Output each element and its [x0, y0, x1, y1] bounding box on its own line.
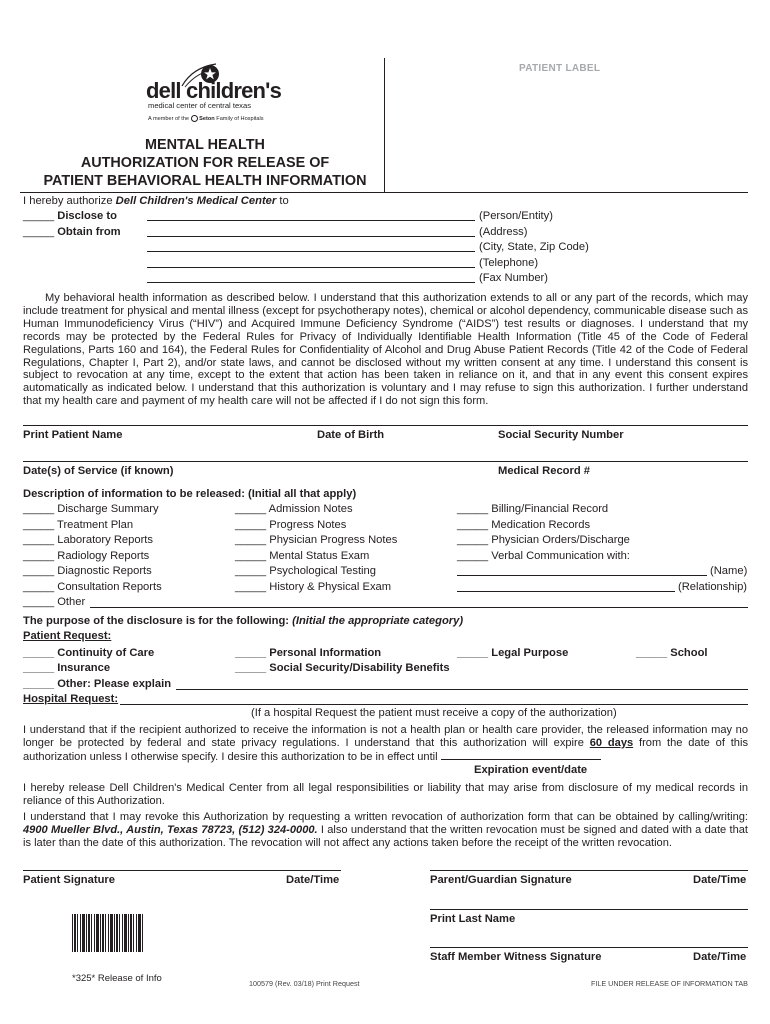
verbal-relationship-field[interactable] [457, 591, 675, 592]
obtain-initial-blank[interactable]: _____ [23, 226, 55, 238]
address-field[interactable] [147, 236, 475, 237]
purpose-label: Personal Information [269, 647, 382, 659]
logo-member-text: A member of the [148, 115, 190, 122]
guardian-signature-label: Parent/Guardian Signature [430, 874, 572, 886]
purpose-heading [23, 615, 463, 628]
initial-blank[interactable]: _____ [235, 503, 267, 515]
city-state-zip-field[interactable] [147, 251, 475, 252]
expiration-text-before: I understand that if the recipient authorized to receive the information is not a health plan or health care provider, the released information may no longer be protected by federal and state privacy regulations. I understand that this authorization will expire [23, 724, 748, 749]
initial-blank[interactable]: _____ [23, 596, 55, 608]
barcode-caption: *325* Release of Info [72, 973, 162, 984]
info-item-billing[interactable] [457, 503, 608, 516]
purpose-heading-italic: (Initial the appropriate category) [292, 615, 464, 627]
initial-blank[interactable]: _____ [23, 662, 55, 674]
print-last-name-line[interactable] [430, 909, 748, 910]
dates-of-service-label: Date(s) of Service (if known) [23, 465, 174, 477]
initial-blank[interactable]: _____ [235, 565, 267, 577]
authorize-intro: I hereby authorize [23, 195, 113, 207]
ssn-label: Social Security Number [498, 429, 624, 441]
purpose-label: Legal Purpose [491, 647, 569, 659]
obtain-from-row [23, 226, 121, 239]
purpose-other-explain-field[interactable] [176, 689, 748, 690]
info-item-label: Verbal Communication with: [491, 550, 630, 562]
expiration-text-after: from the date of this authorization unless I otherwise specify. I desire this authorization to be in effect until [23, 736, 748, 763]
info-item-discharge-summary[interactable] [23, 503, 159, 516]
initial-blank[interactable]: _____ [235, 662, 267, 674]
date-of-birth-label: Date of Birth [317, 429, 385, 441]
info-item-label: Physician Progress Notes [269, 534, 398, 546]
purpose-label: Other: Please explain [57, 678, 172, 690]
info-item-label: Treatment Plan [57, 519, 134, 531]
barcode [72, 914, 144, 952]
logo-member-brand: Seton [199, 115, 215, 122]
initial-blank[interactable]: _____ [23, 534, 55, 546]
telephone-label: (Telephone) [479, 257, 539, 269]
verbal-name-field[interactable] [457, 575, 707, 576]
initial-blank[interactable]: _____ [23, 550, 55, 562]
patient-signature-line[interactable] [23, 870, 341, 871]
info-item-mental-status-exam[interactable] [235, 550, 369, 563]
hospital-request-label: Hospital Request: [23, 693, 119, 705]
info-item-label: History & Physical Exam [269, 581, 392, 593]
purpose-label: Insurance [57, 662, 111, 674]
patient-info-rule-2 [23, 461, 748, 462]
initial-blank[interactable]: _____ [457, 647, 489, 659]
initial-blank[interactable]: _____ [457, 534, 489, 546]
patient-info-rule-1 [23, 425, 748, 426]
info-item-label: Medication Records [491, 519, 591, 531]
initial-blank[interactable]: _____ [235, 534, 267, 546]
guardian-date-time-label: Date/Time [693, 874, 747, 886]
print-last-name-label: Print Last Name [430, 913, 516, 925]
form-number: 100579 (Rev. 03/18) Print Request [249, 979, 360, 988]
verbal-name-label: (Name) [710, 565, 748, 577]
initial-blank[interactable]: _____ [235, 550, 267, 562]
verbal-relationship-label: (Relationship) [678, 581, 748, 593]
hospital-request-note: (If a hospital Request the patient must receive a copy of the authorization) [251, 707, 617, 719]
info-item-label: Physician Orders/Discharge [491, 534, 630, 546]
logo-subtitle: medical center of central texas [148, 101, 251, 110]
header-rule [20, 192, 748, 193]
seton-icon [191, 115, 198, 122]
info-item-history-physical[interactable] [235, 581, 391, 594]
initial-blank[interactable]: _____ [23, 503, 55, 515]
initial-blank[interactable]: _____ [23, 581, 55, 593]
info-item-label: Diagnostic Reports [57, 565, 152, 577]
authorize-line [23, 195, 289, 208]
medical-record-label: Medical Record # [498, 465, 591, 477]
info-item-admission-notes[interactable] [235, 503, 353, 516]
initial-blank[interactable]: _____ [23, 678, 55, 690]
info-item-label: Mental Status Exam [269, 550, 370, 562]
purpose-heading-text: The purpose of the disclosure is for the following: [23, 615, 290, 627]
info-item-label: Admission Notes [268, 503, 353, 515]
info-section-heading: Description of information to be released: (Initial all that apply) [23, 488, 357, 500]
expiration-date-field[interactable] [441, 750, 601, 760]
patient-request-label: Patient Request: [23, 630, 112, 642]
info-item-psychological-testing[interactable] [235, 565, 376, 578]
initial-blank[interactable]: _____ [235, 519, 267, 531]
info-item-label: Discharge Summary [57, 503, 159, 515]
revoke-text-after: I also understand that the written revocation must be signed and dated with a date that is later than the date of this authorization. The revocation will not affect any actions taken before the receipt of the written revocation. [23, 823, 748, 849]
info-item-verbal-communication[interactable] [457, 550, 630, 563]
info-item-label: Progress Notes [269, 519, 347, 531]
info-item-laboratory-reports[interactable] [23, 534, 153, 547]
obtain-from-label: Obtain from [57, 226, 121, 238]
release-paragraph: I hereby release Dell Children's Medical Center from all legal responsibilities or liability that may arise from disclosure of my medical records in reliance of this Authorization. [23, 782, 748, 807]
file-under-note: FILE UNDER RELEASE OF INFORMATION TAB [591, 979, 748, 988]
patient-signature-label: Patient Signature [23, 874, 116, 886]
expiration-days: 60 days [589, 736, 634, 749]
authorize-entity: Dell Children's Medical Center [115, 195, 277, 207]
info-item-treatment-plan[interactable] [23, 519, 133, 532]
expiration-event-label: Expiration event/date [474, 764, 588, 776]
info-item-physician-progress-notes[interactable] [235, 534, 397, 547]
staff-date-time-label: Date/Time [693, 951, 747, 963]
info-item-other[interactable] [23, 596, 85, 609]
purpose-label: School [670, 647, 708, 659]
expiration-paragraph [23, 724, 748, 764]
logo-member-tail: Family of Hospitals [216, 115, 264, 122]
guardian-signature-line[interactable] [430, 870, 748, 871]
initial-blank[interactable]: _____ [235, 647, 267, 659]
revoke-paragraph [23, 811, 748, 850]
initial-blank[interactable]: _____ [457, 503, 489, 515]
info-item-label: Billing/Financial Record [491, 503, 609, 515]
form-title-line3: PATIENT BEHAVIORAL HEALTH INFORMATION [43, 173, 367, 189]
info-item-label: Laboratory Reports [57, 534, 154, 546]
person-entity-label: (Person/Entity) [479, 210, 553, 222]
info-item-consultation-reports[interactable] [23, 581, 162, 594]
purpose-label: Social Security/Disability Benefits [269, 662, 450, 674]
authorize-to: to [279, 195, 289, 207]
purpose-legal[interactable] [457, 647, 568, 660]
fax-field[interactable] [147, 282, 475, 283]
city-state-zip-label: (City, State, Zip Code) [479, 241, 589, 253]
purpose-label: Continuity of Care [57, 647, 155, 659]
initial-blank[interactable]: _____ [23, 647, 55, 659]
info-item-label: Psychological Testing [269, 565, 376, 577]
info-item-label: Radiology Reports [57, 550, 150, 562]
staff-witness-line[interactable] [430, 947, 748, 948]
logo [140, 60, 280, 126]
consent-paragraph: My behavioral health information as described below. I understand that this authorization extends to all or any part of the records, which may include treatment for physical and mental illness (except for psychotherapy notes), chemical or alcohol dependency, communicable disease such as Human Immunodeficiency Virus (“HIV”) and Acquired Immune Deficiency Syndrome (“AIDS”) test results or diagnoses. I understand that my records may be protected by the Federal Rules for Privacy of Individually Identifiable Health Information (Title 45 of the Code of Federal Regulations, Parts 160 and 164), the Federal Rules for Confidentiality of Alcohol and Drug Abuse Patient Records (Title 42 of the Code of Federal Regulations, Chapter I, Part 2), and/or state laws, and cannot be disclosed without my written consent at any time. I understand this consent is subject to revocation at any time, except to the extent that action has been taken in reliance on it, and that in any event this consent expires automatically as indicated below. I understand that this authorization is voluntary and I may refuse to sign this authorization. I further understand that my health care and payment of my health care will not be affected if I do not sign this form. [23, 292, 748, 408]
revoke-address: 4900 Mueller Blvd., Austin, Texas 78723, (512) 324-0000. [23, 823, 318, 836]
info-item-physician-orders[interactable] [457, 534, 630, 547]
initial-blank[interactable]: _____ [457, 550, 489, 562]
info-item-radiology-reports[interactable] [23, 550, 149, 563]
info-item-diagnostic-reports[interactable] [23, 565, 152, 578]
initial-blank[interactable]: _____ [23, 565, 55, 577]
person-entity-field[interactable] [147, 220, 475, 221]
purpose-continuity-of-care[interactable] [23, 647, 154, 660]
initial-blank[interactable]: _____ [636, 647, 668, 659]
logo-member-line [148, 115, 264, 123]
initial-blank[interactable]: _____ [457, 519, 489, 531]
print-patient-name-label: Print Patient Name [23, 429, 123, 441]
purpose-other[interactable] [23, 678, 171, 691]
initial-blank[interactable]: _____ [23, 519, 55, 531]
info-item-medication-records[interactable] [457, 519, 590, 532]
disclose-initial-blank[interactable]: _____ [23, 210, 55, 222]
fax-label: (Fax Number) [479, 272, 548, 284]
form-title-line1: MENTAL HEALTH [145, 137, 265, 153]
patient-label: PATIENT LABEL [519, 63, 601, 74]
disclose-to-row [23, 210, 117, 223]
purpose-insurance[interactable] [23, 662, 110, 675]
purpose-ss-benefits[interactable] [235, 662, 450, 675]
disclose-to-label: Disclose to [57, 210, 117, 222]
address-label: (Address) [479, 226, 528, 238]
other-explain-field[interactable] [90, 607, 748, 608]
initial-blank[interactable]: _____ [235, 581, 267, 593]
revoke-text-before: I understand that I may revoke this Authorization by requesting a written revocation of authorization form that can be obtained by calling/writing: [23, 811, 748, 823]
hospital-request-field[interactable] [120, 704, 748, 705]
info-item-progress-notes[interactable] [235, 519, 346, 532]
telephone-field[interactable] [147, 267, 475, 268]
info-item-label: Other [57, 596, 86, 608]
patient-date-time-label: Date/Time [286, 874, 340, 886]
purpose-personal-information[interactable] [235, 647, 381, 660]
logo-name: dell children's [146, 78, 282, 103]
info-item-label: Consultation Reports [57, 581, 162, 593]
purpose-school[interactable] [636, 647, 708, 660]
staff-witness-label: Staff Member Witness Signature [430, 951, 602, 963]
form-title-line2: AUTHORIZATION FOR RELEASE OF [80, 155, 330, 171]
